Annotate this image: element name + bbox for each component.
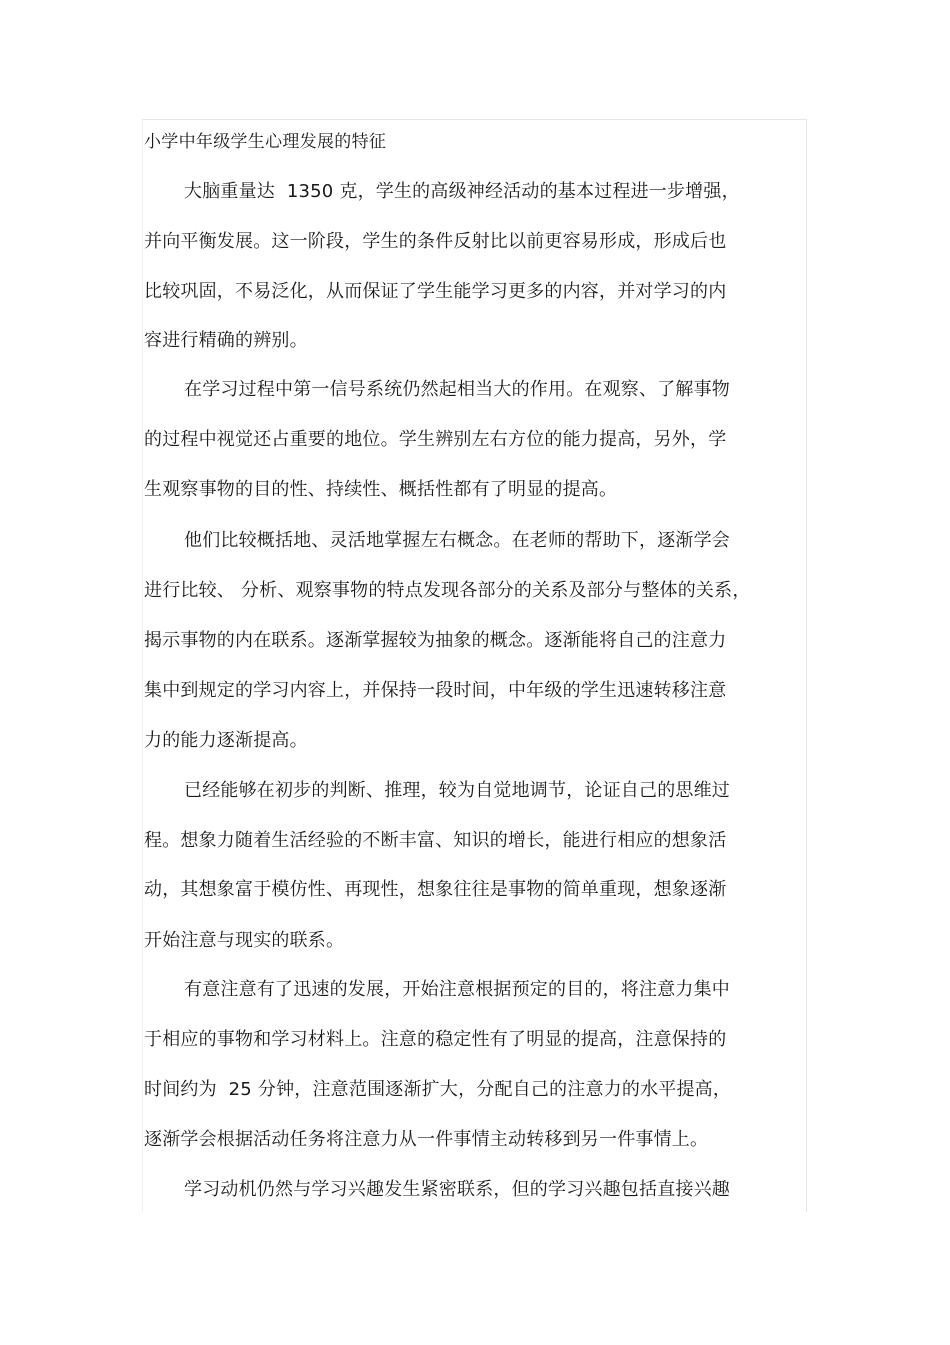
paragraph-5-line-1: 有意注意有了迅速的发展，开始注意根据预定的目的，将注意力集中 [184,979,730,1000]
paragraph-4-line-2: 程。想象力随着生活经验的不断丰富、知识的增长，能进行相应的想象活 [144,830,727,851]
paragraph-1-line-4: 容进行精确的辨别。 [144,330,308,351]
paragraph-3-line-5: 力的能力逐渐提高。 [144,730,308,751]
paragraph-3-line-1: 他们比较概括地、灵活地掌握左右概念。在老师的帮助下，逐渐学会 [184,530,730,551]
paragraph-5-line-2: 于相应的事物和学习材料上。注意的稳定性有了明显的提高，注意保持的 [144,1029,727,1050]
paragraph-4-line-3: 动，其想象富于模仿性、再现性，想象往往是事物的简单重现，想象逐渐 [144,879,727,900]
paragraph-5-line-3: 时间约为 25 分钟，注意范围逐渐扩大，分配自己的注意力的水平提高， [144,1079,732,1100]
paragraph-6-line-1: 学习动机仍然与学习兴趣发生紧密联系，但的学习兴趣包括直接兴趣 [184,1179,730,1200]
document-title: 小学中年级学生心理发展的特征 [144,132,387,152]
paragraph-2-line-3: 生观察事物的目的性、持续性、概括性都有了明显的提高。 [144,479,618,500]
paragraph-1-line-3: 比较巩固，不易泛化，从而保证了学生能学习更多的内容，并对学习的内 [144,281,727,302]
paragraph-4-line-1: 已经能够在初步的判断、推理，较为自觉地调节，论证自己的思维过 [184,780,730,801]
paragraph-1-line-1: 大脑重量达 1350 克，学生的高级神经活动的基本过程进一步增强， [184,181,740,202]
paragraph-2-line-2: 的过程中视觉还占重要的地位。学生辨别左右方位的能力提高，另外，学 [144,429,727,450]
paragraph-3-line-4: 集中到规定的学习内容上，并保持一段时间，中年级的学生迅速转移注意 [144,680,727,701]
paragraph-1-line-2: 并向平衡发展。这一阶段，学生的条件反射比以前更容易形成，形成后也 [144,231,727,252]
paragraph-2-line-1: 在学习过程中第一信号系统仍然起相当大的作用。在观察、了解事物 [184,379,730,400]
paragraph-5-line-4: 逐渐学会根据活动任务将注意力从一件事情主动转移到另一件事情上。 [144,1129,709,1150]
paragraph-3-line-3: 揭示事物的内在联系。逐渐掌握较为抽象的概念。逐渐能将自己的注意力 [144,630,727,651]
paragraph-3-line-2: 进行比较、 分析、观察事物的特点发现各部分的关系及部分与整体的关系， [144,580,751,601]
paragraph-4-line-4: 开始注意与现实的联系。 [144,930,345,951]
